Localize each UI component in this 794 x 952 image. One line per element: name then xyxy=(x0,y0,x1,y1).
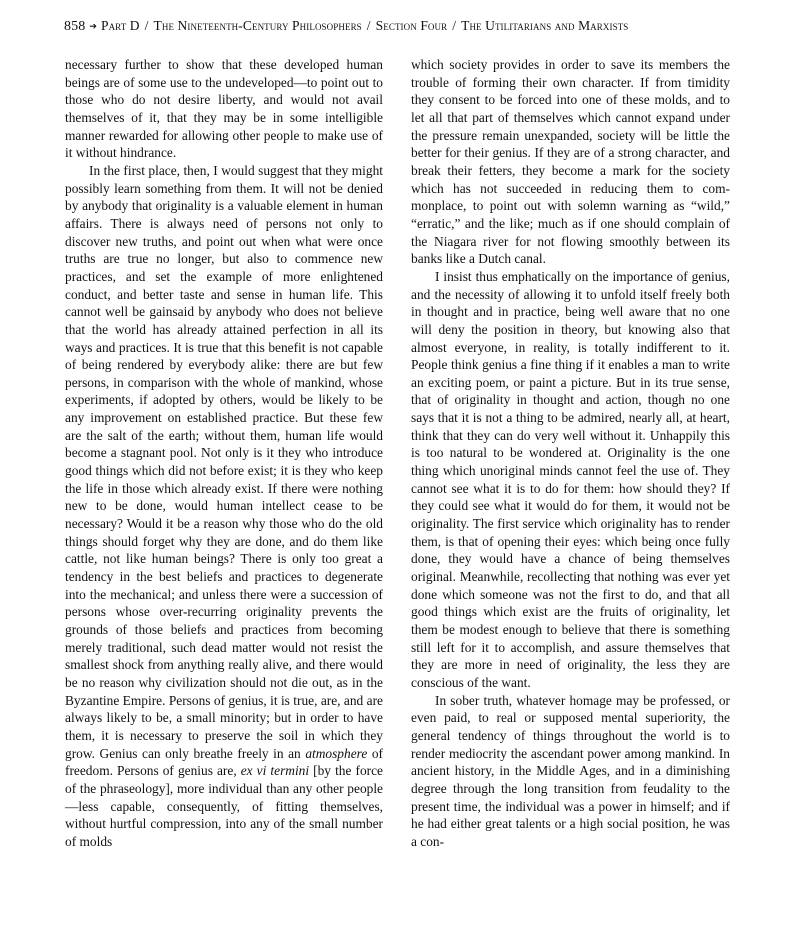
right-column xyxy=(411,56,730,851)
header-title: The Nineteenth-Century Philosophers xyxy=(153,18,362,33)
paragraph-text: of freedom. Persons of genius are, xyxy=(65,745,383,779)
header-separator: / xyxy=(452,18,457,33)
paragraph: necessary further to show that these developed human beings are of some use to the undeveloped—to point out to those who do not desire liberty, and would not avail themselves of it, that they may be in some intelligible manner rewarded for allowing other people to make use of it without hindrance. xyxy=(65,57,383,161)
header-subsection: The Utilitarians and Marxists xyxy=(461,18,629,33)
paragraph: I insist thus emphatically on the importance of genius, and the necessity of allowing it to unfold itself freely both in thought and in practice, being well aware that no one will deny the position in theory, but knowing also that almost everyone, in reality, is totally indifferent to it. People think genius a fine thing if it enables a man to write an exciting poem, or paint a picture. But in its true sense, that of originality in thought and action, though no one says that it is not a thing to be admired, nearly all, at heart, think that they can do very well without it. Unhappily this is too natural to be wondered at. Originality is the one thing which unoriginal minds cannot feel the use of. They cannot see what it is to do for them: how should they? If they could see what it would do for them, it would not be originality. The first service which originality has to render them, is that of opening their eyes: which being once fully done, they would have a chance of being themselves original. Meanwhile, recollecting that nothing was ever yet done which someone was not the first to do, and that all good things which exist are the fruits of originality, let them be modest enough to believe that there is something still left for it to accomplish, and assure themselves that they are more in need of originality, the less they are conscious of the want. xyxy=(411,268,730,690)
header-separator: / xyxy=(144,18,149,33)
paragraph: which society provides in order to save its members the trouble of forming their own character. If from timidity they consent to be forced into one of these molds, and to let all that part of themselves which cannot expand under the pressure remain unexpanded, society will be little the better for their genius. If they are of a strong character, and break their fetters, they become a mark for the society which has not succeeded in reducing them to commonplace, to point out with solemn warning as “wild,” “erratic,” and the like; much as if one should complain of the Niagara river for not flowing smoothly between its banks like a Dutch canal. xyxy=(411,57,730,267)
paragraph-text: In the first place, then, I would suggest that they might possibly learn something from them. It will not be denied by anybody that originality is a valuable element in human affairs. There is always need of persons not only to discover new truths, and point out when what were once truths are true no longer, but also to commence new practices, and set the example of more enlightened conduct, and better taste and sense in human life. This cannot well be gainsaid by anybody who does not believe that the world has already attained perfection in all its ways and practices. It is true that this benefit is not capable of being rendered by everybody alike: there are but few persons, in comparison with the whole of mankind, whose experiments, if adopted by others, would be likely to be any improvement on established practice. But these few are the salt of the earth; without them, human life would become a stagnant pool. Not only is it they who introduce good things which did not before exist; it is they who keep the life in those which already exist. If there were nothing new to be done, would human intellect cease to be necessary? Would it be a reason why those who do the old things should forget why they are done, and do them like cattle, not like human beings? There is only too great a tendency in the best beliefs and practices to degenerate into the mechanical; and unless there were a succession of persons whose over-recurring originality prevents the grounds of those beliefs and practices from becoming merely traditional, such dead matter would not resist the smallest shock from anything really alive, and there would be no reason why civilization should not die out, as in the Byzantine Empire. Persons of genius, it is true, are, and are always likely to be, a small minority; but in order to have them, it is necessary to preserve the soil in which they grow. Genius can only breathe freely in an xyxy=(65,162,383,761)
paragraph xyxy=(65,162,383,851)
left-column xyxy=(65,56,383,851)
header-part: Part D xyxy=(100,18,140,33)
paragraph: In sober truth, whatever homage may be professed, or even paid, to real or supposed mental superiority, the general tendency of things throughout the world is to render mediocrity the ascendant power among mankind. In ancient history, in the Middle Ages, and in a diminishing degree through the long transition from feudality to the present time, the individual was a power in himself; and if he had either great talents or a high social position, he was a con- xyxy=(411,692,730,849)
arrow-icon: ➔ xyxy=(89,21,97,31)
paragraph-text: [by the force of the phraseology], more individual than any other people—less capable, consequently, of fitting themselves, without hurtful compression, into any of the small number of molds xyxy=(65,763,383,849)
page-number: 858 xyxy=(64,19,86,34)
header-separator: / xyxy=(366,18,371,33)
italic-term: atmosphere xyxy=(305,745,368,761)
header-section: Section Four xyxy=(375,18,448,33)
italic-term: ex vi termini xyxy=(240,763,310,779)
running-header xyxy=(64,18,734,35)
